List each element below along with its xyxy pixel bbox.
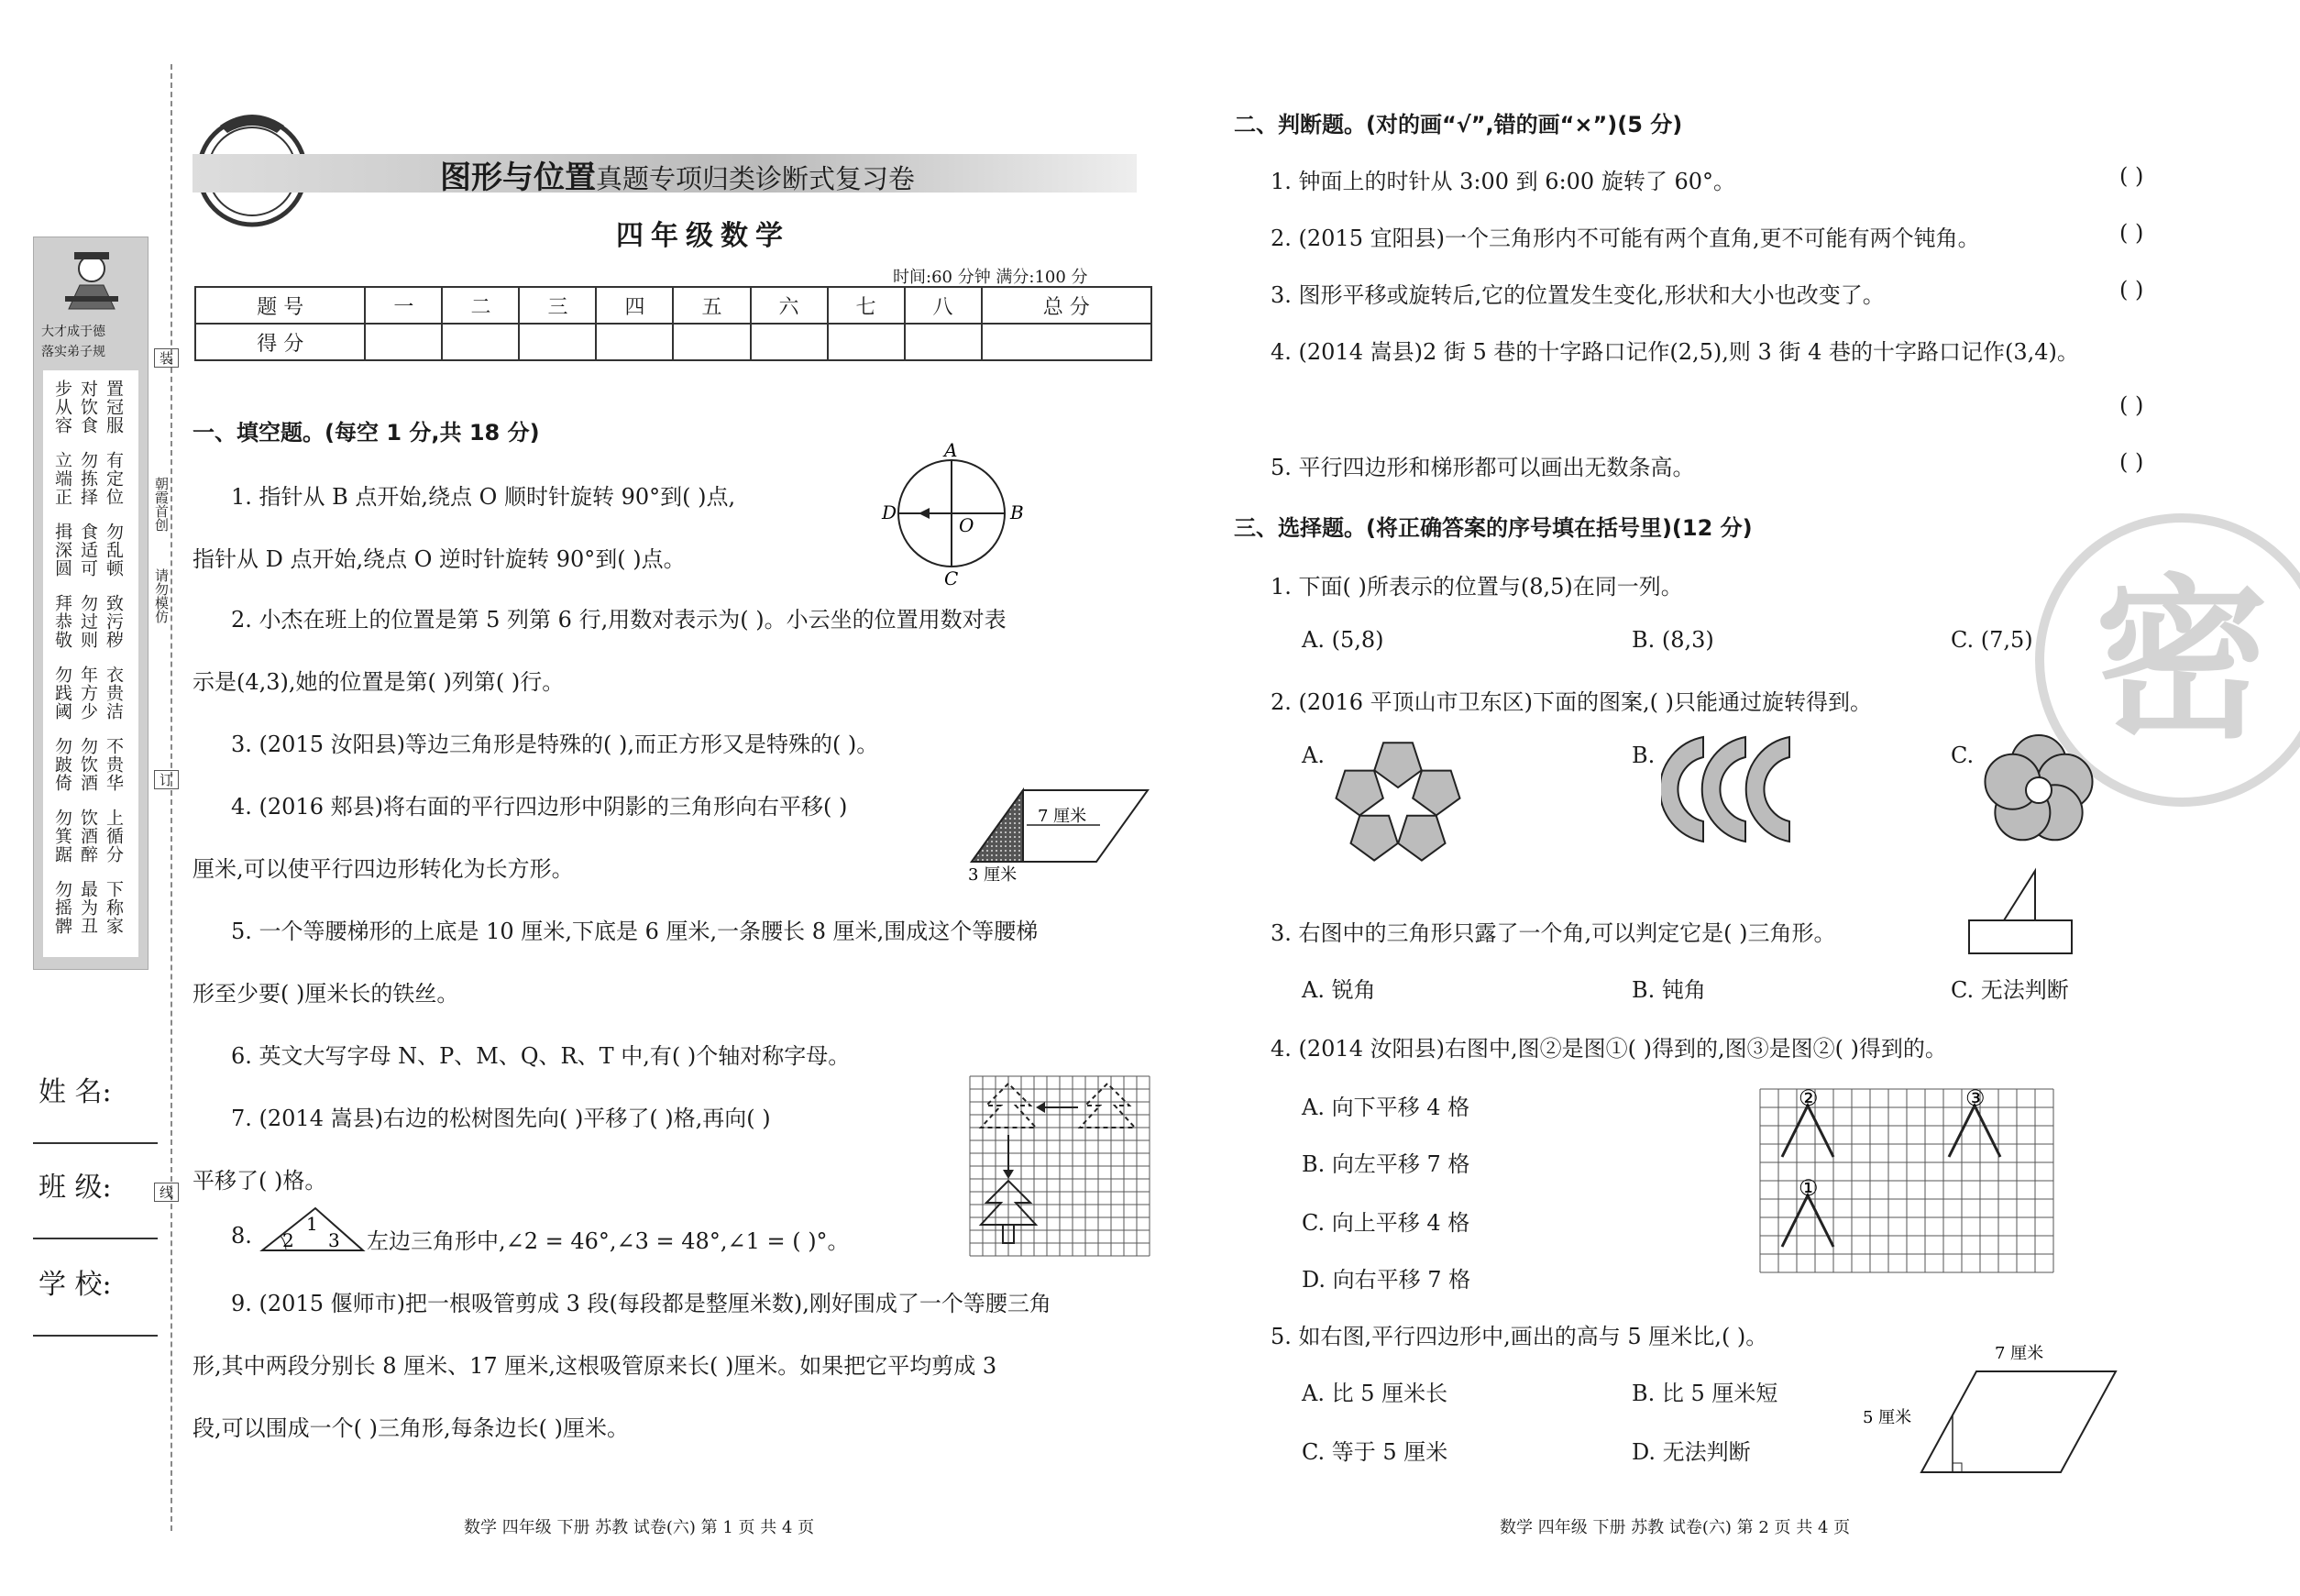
- svg-text:②: ②: [1799, 1085, 1819, 1111]
- score-input-cell[interactable]: [905, 324, 982, 360]
- rule-text: 有定位: [104, 451, 124, 506]
- rule-text: 勿跛倚: [52, 737, 72, 792]
- rotation-circle-diagram: [880, 442, 1027, 589]
- class-label: 班 级:: [39, 1172, 112, 1204]
- score-input-cell[interactable]: [519, 324, 596, 360]
- flower-pattern: [1980, 732, 2097, 849]
- rule-text: 年方少: [78, 666, 98, 721]
- rule-text: 勿摇髀: [52, 880, 72, 935]
- score-table: [194, 286, 1152, 361]
- score-row: [195, 324, 1151, 360]
- q3-4-option-a: A. 向下平移 4 格: [1302, 1095, 1470, 1120]
- q1-8: 左边三角形中,∠2 = 46°,∠3 = 48°,∠1 = ( )°。: [367, 1228, 850, 1254]
- section-2-title: 二、判断题。(对的画“√”,错的画“×”)(5 分): [1234, 112, 1683, 138]
- svg-text:5 厘米: 5 厘米: [1863, 1408, 1912, 1427]
- q3-2-option-a: A.: [1302, 743, 1325, 768]
- pentagon-star-pattern: [1331, 733, 1465, 867]
- motto-line-2: 落实弟子规: [41, 345, 105, 359]
- q3-3-option-c: C. 无法判断: [1951, 977, 2069, 1003]
- score-label-cell: 得 分: [195, 324, 365, 360]
- rule-text: 对饮食: [78, 380, 98, 435]
- score-header-cell: 四: [596, 287, 673, 324]
- q3-5: 5. 如右图,平行四边形中,画出的高与 5 厘米比,( )。: [1271, 1324, 1768, 1349]
- svg-text:D: D: [882, 501, 897, 523]
- q3-2-option-c: C.: [1951, 743, 1975, 768]
- q1-7-line-b: 平移了( )格。: [193, 1168, 327, 1194]
- score-header-cell: 五: [673, 287, 750, 324]
- score-header-cell: 三: [519, 287, 596, 324]
- school-label: 学 校:: [39, 1269, 112, 1301]
- q1-9-line-a: 9. (2015 偃师市)把一根吸管剪成 3 段(每段都是整厘米数),刚好围成了一个等腰三角: [231, 1291, 1051, 1316]
- judge-item: 1. 钟面上的时针从 3:00 到 6:00 旋转了 60°。: [1271, 169, 1735, 194]
- q1-9-line-c: 段,可以围成一个( )三角形,每条边长( )厘米。: [193, 1415, 629, 1441]
- svg-text:3 厘米: 3 厘米: [968, 865, 1018, 884]
- rule-text: 勿践阈: [52, 666, 72, 721]
- page-subtitle: 四年级数学: [616, 220, 790, 252]
- section-1-title: 一、填空题。(每空 1 分,共 18 分): [193, 420, 540, 446]
- svg-text:①: ①: [1799, 1175, 1819, 1201]
- q1-8-number: 8.: [231, 1223, 252, 1249]
- score-input-cell[interactable]: [982, 324, 1151, 360]
- svg-text:C: C: [944, 567, 959, 589]
- rule-text: 步从容: [52, 380, 72, 435]
- class-field[interactable]: [33, 1238, 158, 1239]
- svg-text:7 厘米: 7 厘米: [1038, 807, 1087, 826]
- pine-tree-grid: [968, 1074, 1159, 1263]
- q3-4: 4. (2014 汝阳县)右图中,图②是图①( )得到的,图③是图②( )得到的。: [1271, 1036, 1947, 1062]
- svg-text:B: B: [1010, 501, 1024, 523]
- answer-parens[interactable]: ( ): [2119, 449, 2144, 475]
- score-input-cell[interactable]: [673, 324, 750, 360]
- footer-right: 数学 四年级 下册 苏教 试卷(六) 第 2 页 共 4 页: [1500, 1518, 1851, 1537]
- q1-3: 3. (2015 汝阳县)等边三角形是特殊的( ),而正方形又是特殊的( )。: [231, 732, 879, 757]
- answer-parens[interactable]: ( ): [2119, 163, 2144, 189]
- rule-text: 勿过则: [78, 594, 98, 649]
- rule-text: 最为丑: [78, 880, 98, 935]
- school-field[interactable]: [33, 1335, 158, 1337]
- rule-text: 不贵华: [104, 737, 124, 792]
- svg-text:7 厘米: 7 厘米: [1995, 1344, 2044, 1363]
- q1-7-line-a: 7. (2014 嵩县)右边的松树图先向( )平移了( )格,再向( ): [231, 1106, 771, 1131]
- page-title: 图形与位置真题专项归类诊断式复习卷: [440, 160, 916, 196]
- score-input-cell[interactable]: [751, 324, 828, 360]
- name-field[interactable]: [33, 1142, 158, 1144]
- q1-5-line-b: 形至少要( )厘米长的铁丝。: [193, 981, 459, 1007]
- q1-4-line-b: 厘米,可以使平行四边形转化为长方形。: [193, 856, 574, 882]
- q3-1: 1. 下面( )所表示的位置与(8,5)在同一列。: [1271, 574, 1683, 600]
- judge-item: 2. (2015 宜阳县)一个三角形内不可能有两个直角,更不可能有两个钝角。: [1271, 226, 1980, 251]
- rule-text: 揖深圆: [52, 523, 72, 578]
- parallelogram-shaded-diagram: [963, 785, 1157, 884]
- footer-left: 数学 四年级 下册 苏教 试卷(六) 第 1 页 共 4 页: [464, 1518, 815, 1537]
- rule-text: 置冠服: [104, 380, 124, 435]
- time-info: 时间:60 分钟 满分:100 分: [893, 268, 1088, 287]
- q1-1-line-b: 指针从 D 点开始,绕点 O 逆时针旋转 90°到( )点。: [193, 546, 686, 572]
- angle-triangle-diagram: [259, 1203, 367, 1254]
- answer-parens[interactable]: ( ): [2119, 220, 2144, 246]
- q3-2-option-b: B.: [1632, 743, 1656, 768]
- rule-text: 致污秽: [104, 594, 124, 649]
- q3-5-option-a: A. 比 5 厘米长: [1302, 1381, 1448, 1406]
- svg-text:1: 1: [306, 1213, 318, 1235]
- score-input-cell[interactable]: [828, 324, 905, 360]
- rule-text: 勿拣择: [78, 451, 98, 506]
- svg-text:③: ③: [1965, 1085, 1986, 1111]
- confidential-seal: 密: [2035, 513, 2300, 807]
- label-no-copy: 请勿模仿: [153, 568, 170, 623]
- scholar-figure-icon: [61, 248, 122, 313]
- q1-6: 6. 英文大写字母 N、P、M、Q、R、T 中,有( )个轴对称字母。: [231, 1043, 851, 1069]
- rule-text: 立端正: [52, 451, 72, 506]
- rule-text: 勿饮酒: [78, 737, 98, 792]
- label-original: 朝霞首创: [153, 477, 170, 532]
- score-header-cell: 题 号: [195, 287, 365, 324]
- translation-grid: [1756, 1085, 2063, 1278]
- score-input-cell[interactable]: [596, 324, 673, 360]
- score-header-cell: 七: [828, 287, 905, 324]
- q1-9-line-b: 形,其中两段分别长 8 厘米、17 厘米,这根吸管原来长( )厘米。如果把它平均剪成 3: [193, 1353, 997, 1379]
- rule-text: 上循分: [104, 809, 124, 864]
- score-header-cell: 二: [442, 287, 519, 324]
- q3-3-option-a: A. 锐角: [1302, 977, 1376, 1003]
- q1-2-line-a: 2. 小杰在班上的位置是第 5 列第 6 行,用数对表示为( )。小云坐的位置用数对表: [231, 607, 1007, 633]
- score-header-row: [195, 287, 1151, 324]
- parallelogram-height-diagram: [1855, 1335, 2121, 1481]
- q3-5-option-b: B. 比 5 厘米短: [1632, 1381, 1778, 1406]
- q3-1-option-a: A. (5,8): [1302, 627, 1384, 653]
- answer-parens[interactable]: ( ): [2119, 392, 2144, 418]
- q1-2-line-b: 示是(4,3),她的位置是第( )列第( )行。: [193, 669, 565, 695]
- rule-text: 食适可: [78, 523, 98, 578]
- q3-1-option-b: B. (8,3): [1632, 627, 1714, 653]
- judge-item: 3. 图形平移或旋转后,它的位置发生变化,形状和大小也改变了。: [1271, 282, 1885, 308]
- rule-text: 勿箕踞: [52, 809, 72, 864]
- q3-5-option-c: C. 等于 5 厘米: [1302, 1439, 1448, 1465]
- rule-text: 下称家: [104, 880, 124, 935]
- motto-line-1: 大才成于德: [41, 325, 105, 339]
- section-3-title: 三、选择题。(将正确答案的序号填在括号里)(12 分): [1234, 515, 1753, 541]
- rule-text: 拜恭敬: [52, 594, 72, 649]
- score-header-cell: 六: [751, 287, 828, 324]
- q3-3-option-b: B. 钝角: [1632, 977, 1706, 1003]
- judge-item: 4. (2014 嵩县)2 街 5 巷的十字路口记作(2,5),则 3 街 4 巷的十字路口记作(3,4)。: [1271, 339, 2079, 365]
- rules-box: [43, 370, 138, 957]
- q1-1-line-a: 1. 指针从 B 点开始,绕点 O 顺时针旋转 90°到( )点,: [231, 484, 736, 510]
- score-input-cell[interactable]: [442, 324, 519, 360]
- hidden-triangle-diagram: [1965, 867, 2075, 959]
- svg-text:3: 3: [328, 1229, 340, 1251]
- q3-4-option-d: D. 向右平移 7 格: [1302, 1267, 1471, 1293]
- q3-4-option-c: C. 向上平移 4 格: [1302, 1210, 1470, 1236]
- binding-line: [171, 64, 172, 1531]
- q1-4-line-a: 4. (2016 郏县)将右面的平行四边形中阴影的三角形向右平移( ): [231, 794, 848, 820]
- score-input-cell[interactable]: [365, 324, 442, 360]
- q3-1-option-c: C. (7,5): [1951, 627, 2033, 653]
- crescent-pattern: [1661, 733, 1804, 845]
- name-label: 姓 名:: [39, 1076, 112, 1108]
- score-header-cell: 总 分: [982, 287, 1151, 324]
- score-header-cell: 一: [365, 287, 442, 324]
- q3-5-option-d: D. 无法判断: [1632, 1439, 1751, 1465]
- q1-5-line-a: 5. 一个等腰梯形的上底是 10 厘米,下底是 6 厘米,一条腰长 8 厘米,围成这个等腰梯: [231, 919, 1039, 944]
- judge-item: 5. 平行四边形和梯形都可以画出无数条高。: [1271, 455, 1695, 480]
- svg-text:O: O: [959, 514, 974, 536]
- q3-3: 3. 右图中的三角形只露了一个角,可以判定它是( )三角形。: [1271, 920, 1836, 946]
- rule-text: 衣贵洁: [104, 666, 124, 721]
- q3-2: 2. (2016 平顶山市卫东区)下面的图案,( )只能通过旋转得到。: [1271, 689, 1872, 715]
- svg-text:A: A: [944, 442, 958, 461]
- cut-mark-3: 线: [154, 1183, 179, 1202]
- cut-mark-2: 订: [154, 770, 179, 789]
- rule-text: 勿乱顿: [104, 523, 124, 578]
- sidebar-motto-panel: [33, 237, 149, 970]
- svg-text:2: 2: [282, 1229, 294, 1251]
- rule-text: 饮酒醉: [78, 809, 98, 864]
- cut-mark-1: 装: [154, 348, 179, 368]
- q3-4-option-b: B. 向左平移 7 格: [1302, 1151, 1470, 1177]
- score-header-cell: 八: [905, 287, 982, 324]
- answer-parens[interactable]: ( ): [2119, 277, 2144, 303]
